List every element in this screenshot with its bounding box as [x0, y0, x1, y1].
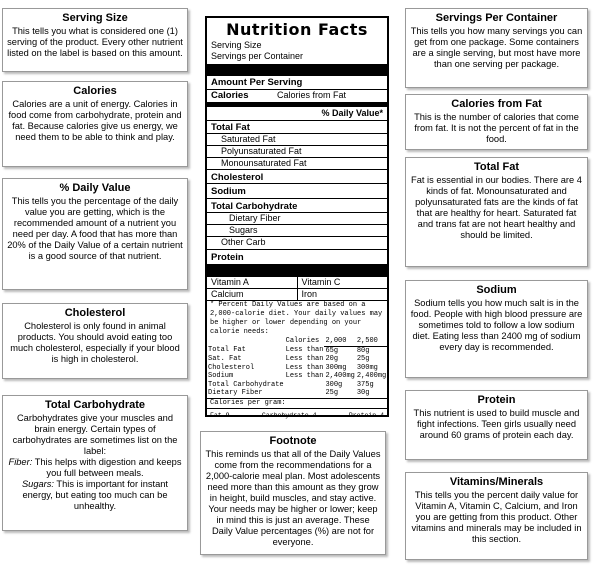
- daily-values-cell: 30g: [356, 389, 370, 397]
- daily-values-cell: 65g: [325, 346, 339, 355]
- box-title: % Daily Value: [59, 182, 131, 194]
- daily-values-row: [207, 372, 387, 381]
- daily-values-cell: 2,400mg: [325, 372, 355, 380]
- cholesterol-box: [2, 303, 188, 379]
- calcium-cell: Calcium: [207, 289, 297, 301]
- fiber-label: Fiber:: [8, 457, 33, 467]
- daily-values-cell: Less than: [285, 363, 324, 372]
- thick-divider: [207, 264, 387, 276]
- box-title: Footnote: [269, 435, 317, 447]
- sodium-box: [405, 280, 588, 378]
- daily-values-cell: Sodium: [208, 372, 234, 380]
- protein-box: [405, 390, 588, 460]
- daily-values-table: [207, 337, 387, 398]
- daily-values-cell: 2,000: [324, 337, 355, 346]
- box-text: [7, 413, 183, 512]
- total-carbohydrate-row: Total Carbohydrate: [207, 198, 387, 212]
- calories-from-fat-box: [405, 94, 588, 150]
- box-title: Total Carbohydrate: [44, 399, 146, 411]
- box-title: Total Fat: [473, 161, 519, 173]
- daily-values-cell: Less than: [285, 355, 324, 363]
- daily-values-cell: Dietary Fiber: [208, 389, 263, 397]
- daily-values-cell: [207, 337, 285, 346]
- daily-values-cell: Total Fat: [208, 346, 246, 355]
- calories-box: [2, 81, 188, 167]
- daily-values-cell: 25g: [356, 355, 370, 363]
- box-text: This tells you what is considered one (1) serving of the product. Every other nutrient listed on the label is based on this amount.: [7, 26, 183, 58]
- daily-values-row: [207, 364, 387, 373]
- calories-from-fat-label: Calories from Fat: [277, 90, 347, 100]
- calories-per-gram-values: [207, 408, 387, 422]
- box-text: This nutrient is used to build muscle and fight infections. Teen girls usually need around 60 grams of protein each day.: [413, 408, 580, 440]
- daily-value-box: [2, 178, 188, 290]
- box-title: Calories: [73, 85, 117, 97]
- daily-values-cell: 80g: [356, 346, 370, 355]
- percent-daily-value-row: % Daily Value*: [321, 108, 383, 118]
- fat-per-gram: Fat 9: [210, 411, 230, 419]
- total-fat-box: [405, 157, 588, 267]
- monounsaturated-fat-row: Monounsaturated Fat: [207, 157, 387, 169]
- total-fat-row: Total Fat: [207, 120, 387, 133]
- box-text: This reminds us that all of the Daily Values come from the recommendations for a 2,000-calorie meal plan. Most adolescents need more than this amount as they grow in height, build muscles, and stay active. Your needs may be higher or lower; keep in mind this is just an average. These Daily Value percentages (%) are not for everyone.: [205, 449, 381, 547]
- dietary-fiber-row: Dietary Fiber: [207, 212, 387, 224]
- calories-label: Calories: [211, 90, 249, 101]
- box-text: This tells you how many servings you can get from one package. Some containers are a single serving, but most have more than one serving per package.: [410, 26, 583, 69]
- amount-per-serving-row: Amount Per Serving: [211, 77, 303, 88]
- label-title: Nutrition Facts: [226, 20, 368, 39]
- daily-values-cell: 2,500: [356, 337, 387, 346]
- thick-divider: [207, 64, 387, 76]
- daily-values-cell: 375g: [356, 380, 374, 389]
- daily-values-cell: Calories: [285, 337, 320, 346]
- daily-values-cell: Sat. Fat: [208, 355, 242, 363]
- box-text: This tells you the percentage of the daily value you are getting, which is the recommended amount of a nutrient you need per day. A food that has more than 20% of the Daily Value of a certain nutrient is a good source of that nutrient.: [7, 196, 183, 261]
- daily-value-footnote: * Percent Daily Values are based on a 2,000-calorie diet. Your daily values may be higher or lower depending on your calorie needs:: [210, 301, 383, 336]
- daily-values-cell: [285, 389, 325, 398]
- daily-values-row: [207, 389, 387, 398]
- daily-values-row: [207, 346, 387, 355]
- box-title: Serving Size: [62, 12, 128, 24]
- daily-values-cell: Total Carbohydrate: [208, 380, 284, 389]
- box-text: This tells you the percent daily value for Vitamin A, Vitamin C, Calcium, and Iron you are getting from this product. Other vitamins and minerals may be included in this section.: [411, 490, 582, 544]
- nutrition-facts-label: [205, 16, 389, 417]
- vitamin-a-cell: Vitamin A: [207, 277, 297, 289]
- vitamin-c-cell: Vitamin C: [297, 277, 387, 289]
- protein-per-gram: Protein 4: [348, 411, 384, 419]
- servings-per-container-row: Servings per Container: [211, 51, 304, 61]
- box-text: Sodium tells you how much salt is in the food. People with high blood pressure are sometimes told to follow a low sodium diet. Eating less than 2400 mg of sodium every day is recommended.: [410, 298, 583, 352]
- box-title: Cholesterol: [64, 307, 126, 319]
- daily-values-cell: Less than: [285, 346, 324, 355]
- total-carbohydrate-box: [2, 395, 188, 531]
- box-title: Protein: [477, 394, 516, 406]
- daily-values-header: [207, 337, 387, 346]
- daily-values-cell: Less than: [285, 372, 324, 380]
- iron-cell: Iron: [297, 289, 387, 301]
- polyunsaturated-fat-row: Polyunsaturated Fat: [207, 145, 387, 157]
- daily-values-cell: 300mg: [356, 363, 378, 372]
- sugars-label: Sugars:: [21, 479, 54, 489]
- calories-row: [207, 89, 387, 102]
- carb-per-gram: Carbohydrate 4: [261, 411, 317, 419]
- fiber-text: This helps with digestion and keeps you full between meals.: [32, 457, 182, 478]
- serving-size-box: [2, 8, 188, 72]
- vitamins-minerals-box: [405, 472, 588, 560]
- box-title: Sodium: [476, 284, 517, 296]
- other-carb-row: Other Carb: [207, 236, 387, 249]
- box-title: Calories from Fat: [451, 98, 542, 110]
- servings-per-container-box: [405, 8, 588, 88]
- daily-values-cell: Cholesterol: [208, 363, 255, 372]
- daily-values-row: [207, 381, 387, 390]
- serving-size-row: Serving Size: [211, 40, 262, 50]
- calories-per-gram: Calories per gram:: [207, 398, 387, 408]
- daily-values-row: [207, 355, 387, 364]
- box-text: Calories are a unit of energy. Calories in food come from carbohydrate, protein and fat. Because calories give us energy, we need them to be able to think and play.: [8, 99, 182, 142]
- cholesterol-row: Cholesterol: [207, 169, 387, 183]
- daily-values-cell: 20g: [325, 355, 339, 363]
- daily-values-cell: 300mg: [325, 363, 347, 372]
- sodium-row: Sodium: [207, 183, 387, 198]
- sugars-row: Sugars: [207, 224, 387, 236]
- vitamins-table: [207, 276, 387, 300]
- daily-values-cell: 300g: [325, 380, 343, 389]
- daily-values-cell: 2,400mg: [356, 372, 387, 380]
- box-title: Servings Per Container: [435, 12, 558, 24]
- carb-intro: Carbohydrates give your muscles and brain energy. Certain types of carbohydrates are sometimes list on the label:: [12, 413, 178, 456]
- protein-row: Protein: [207, 249, 387, 264]
- sugars-text: This is important for instant energy, but eating too much can be unhealthy.: [22, 479, 169, 511]
- daily-values-cell: [285, 381, 325, 390]
- box-text: Cholesterol is only found in animal products. You should avoid eating too much cholesterol, especially if your blood is high in cholesterol.: [10, 321, 180, 364]
- daily-values-cell: 25g: [325, 389, 339, 397]
- footnote-box: [200, 431, 386, 555]
- box-text: This is the number of calories that come from fat. It is not the percent of fat in the food.: [414, 112, 579, 144]
- box-title: Vitamins/Minerals: [449, 476, 544, 488]
- box-text: Fat is essential in our bodies. There are 4 kinds of fat. Monounsaturated and polyunsaturated fats are the kinds of fat that are healthy for heart. Saturated fat and trans fat are not heart healthy and should be limited.: [411, 175, 582, 240]
- saturated-fat-row: Saturated Fat: [207, 133, 387, 145]
